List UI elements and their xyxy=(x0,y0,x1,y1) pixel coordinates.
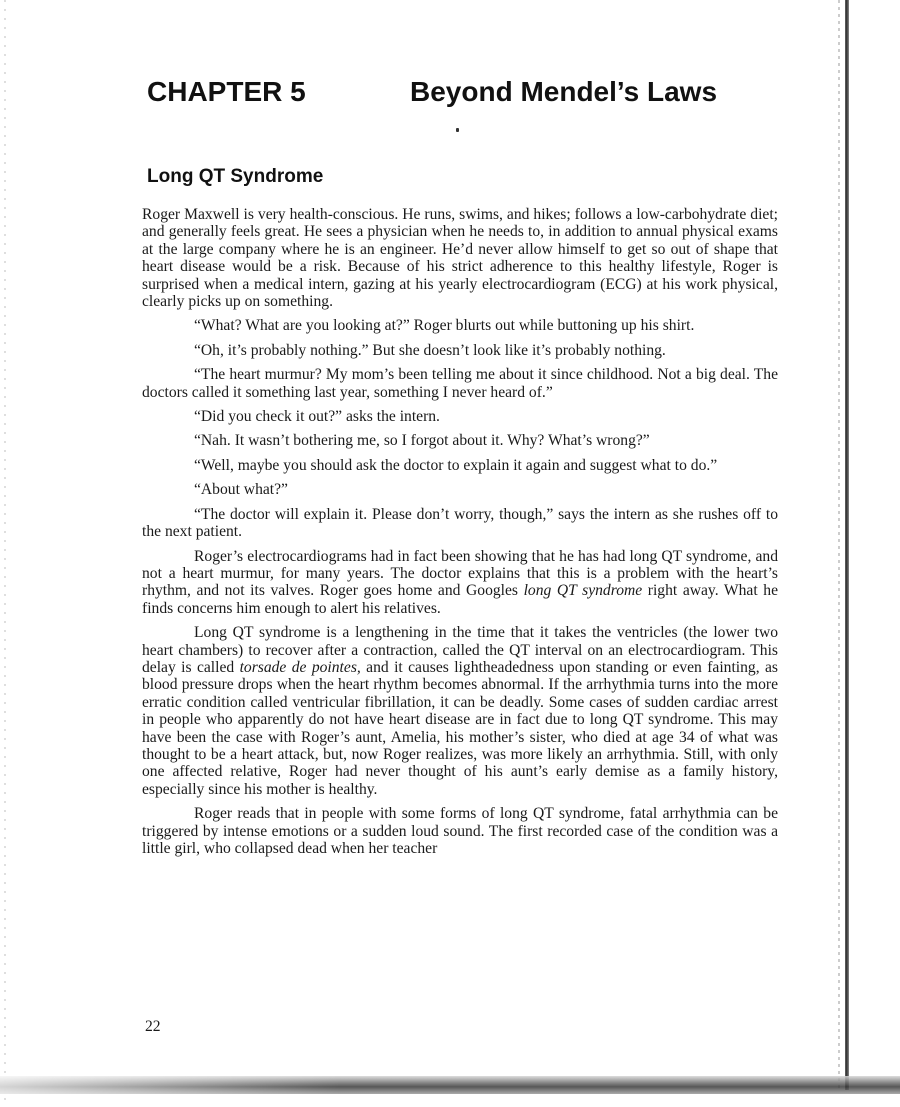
paragraph-last: Roger reads that in people with some forms of long QT syndrome, fatal arrhythmia can be triggered by intense emotions or a sudden loud sound. The first recorded case of the condition was a little girl, who collapsed dead when her teacher xyxy=(142,805,778,857)
body-text xyxy=(142,206,778,864)
paragraph-dialogue: “Nah. It wasn’t bothering me, so I forgot about it. Why? What’s wrong?” xyxy=(194,432,650,450)
chapter-title: Beyond Mendel’s Laws xyxy=(410,76,718,107)
italic-term: long QT syndrome xyxy=(523,582,643,600)
text-run: Roger’s electrocardiograms had in fact been showing that he has had long QT syndrome, and not a heart murmur, for many years. The doctor explains that this is a problem with the heart’s rhythm, and not its valves. Roger goes home and Googles xyxy=(142,547,778,600)
page-number: 22 xyxy=(145,1018,161,1035)
paragraph-dialogue: “The heart murmur? My mom’s been telling me about it since childhood. Not a big deal. The doctors called it something last year, something I never heard of.” xyxy=(142,366,778,401)
scan-right-shadow xyxy=(838,0,840,1090)
scan-left-edge xyxy=(4,0,6,1107)
italic-term: torsade de pointes, xyxy=(239,658,361,676)
chapter-label: CHAPTER 5 xyxy=(147,76,306,107)
text-run: Long QT syndrome is a lengthening in the time that it takes the ventricles (the lower two heart chambers) to recover after a contraction, called the QT interval on an electrocardiogram. This delay is called xyxy=(142,624,778,676)
paragraph-intro: Roger Maxwell is very health-conscious. He runs, swims, and hikes; follows a low-carbohydrate diet; and generally feels great. He sees a physician when he needs to, in addition to annual physical exams at the large company where he is an engineer. He’d never allow himself to get so out of shape that heart disease would be a risk. Because of his strict adherence to this healthy lifestyle, Roger is surprised when a medical intern, gazing at his yearly electrocardiogram (ECG) at his work physical, clearly picks up on something. xyxy=(142,206,778,311)
paragraph-googles xyxy=(142,548,778,618)
paragraph-torsade xyxy=(142,624,778,798)
scan-bottom-highlight xyxy=(0,1076,340,1094)
scan-right-edge xyxy=(845,0,849,1090)
paragraph-dialogue: “What? What are you looking at?” Roger blurts out while buttoning up his shirt. xyxy=(194,317,695,335)
paragraph-dialogue: “About what?” xyxy=(194,481,288,499)
paragraph-dialogue: “Did you check it out?” asks the intern. xyxy=(194,408,440,426)
paragraph-dialogue: “The doctor will explain it. Please don’t worry, though,” says the intern as she rushes off to the next patient. xyxy=(142,505,778,541)
section-heading: Long QT Syndrome xyxy=(147,166,324,187)
text-run: right away. What he finds concerns him enough to alert his relatives. xyxy=(142,582,778,617)
scan-speck xyxy=(456,128,459,132)
paragraph-dialogue: “Oh, it’s probably nothing.” But she doesn’t look like it’s probably nothing. xyxy=(194,341,666,359)
text-run: and it causes lightheadedness upon standing or even fainting, as blood pressure drops when the heart rhythm becomes abnormal. If the arrhythmia turns into the more erratic condition called ventricular fibrillation, it can be deadly. Some cases of sudden cardiac arrest in people who apparently do not have heart disease are in fact due to long QT syndrome. This may have been the case with Roger’s aunt, Amelia, his mother’s sister, who died at age 34 of what was thought to be a heart attack, but, now Roger realizes, was more likely an arrhythmia. Still, with only one affected relative, Roger had never thought of his aunt’s early demise as a family history, especially since his mother is healthy. xyxy=(142,658,779,798)
paragraph-dialogue: “Well, maybe you should ask the doctor to explain it again and suggest what to do.” xyxy=(194,456,718,474)
